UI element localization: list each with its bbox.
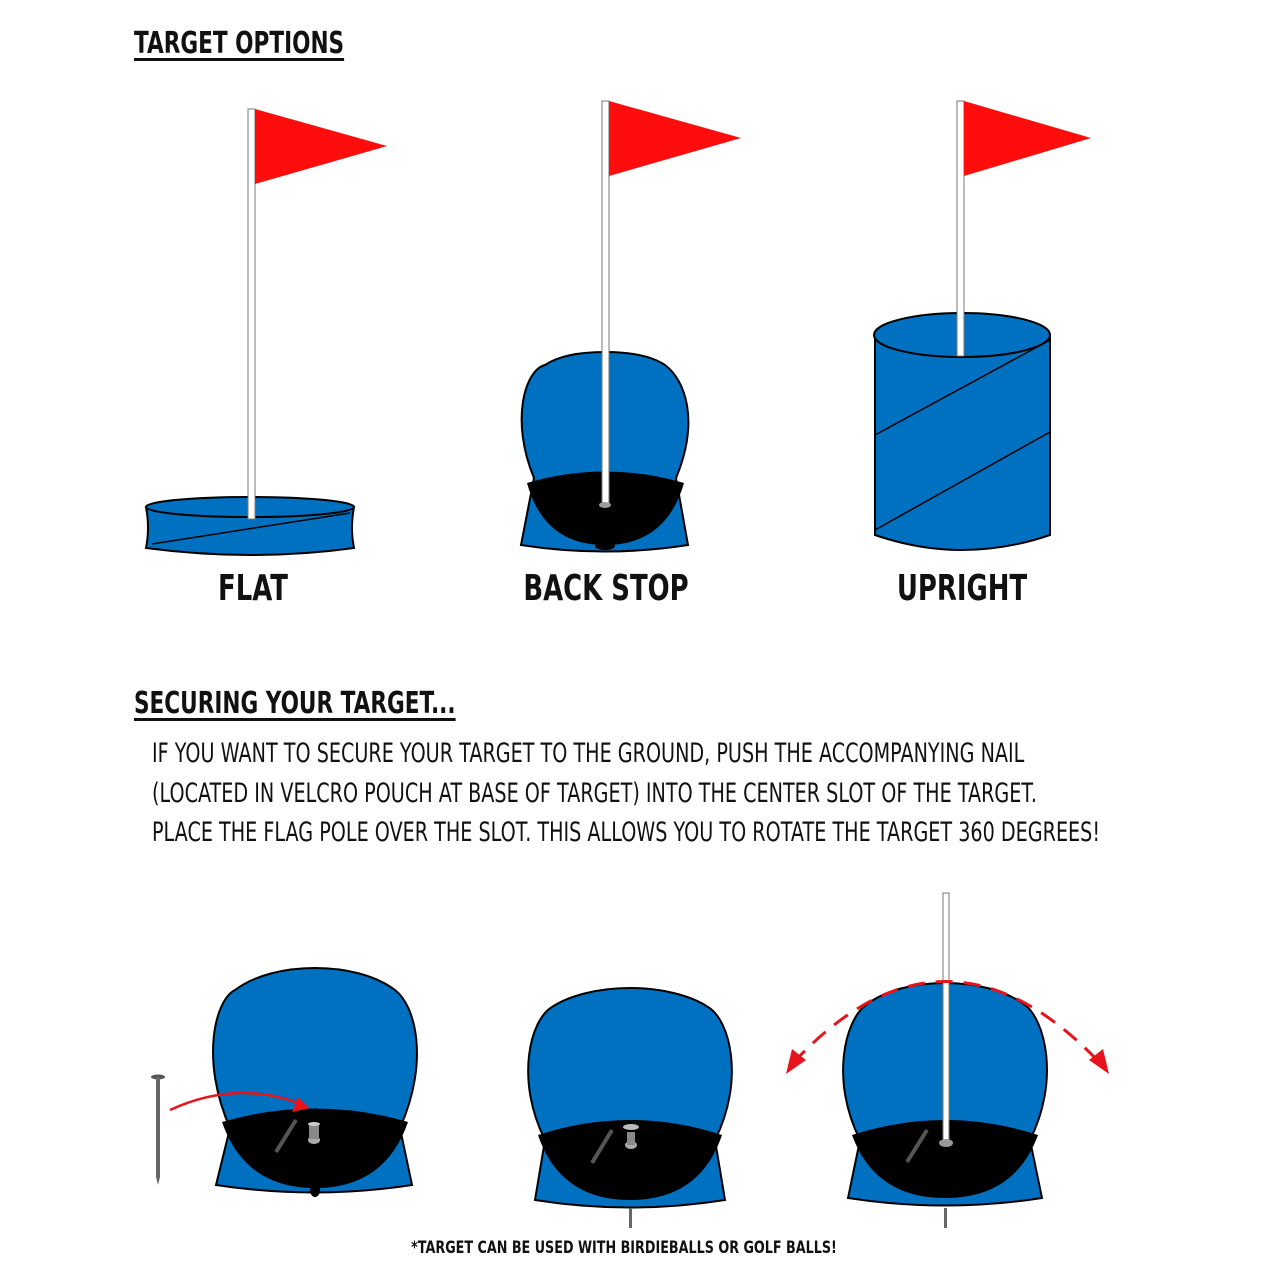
securing-instructions: IF YOU WANT TO SECURE YOUR TARGET TO THE GROUND, PUSH THE ACCOMPANYING NAIL (LOCATED IN VELCRO POUCH AT BASE OF TARGET) INTO THE CENTER SLOT OF THE TARGET. PLACE THE FLAG POLE OVER THE SLOT. THIS ALLOWS YOU TO ROTATE THE TARGET 360 DEGREES! [152, 738, 1101, 848]
backstop-flag-pole [602, 101, 609, 505]
flat-flag-pole [248, 109, 255, 519]
upright-flag-pole [957, 101, 964, 356]
flat-target-illustration [146, 109, 387, 555]
footnote: *TARGET CAN BE USED WITH BIRDIEBALLS OR GOLF BALLS! [411, 1238, 837, 1258]
flat-flag [255, 109, 387, 184]
back-stop-label: BACK STOP [523, 568, 689, 609]
backstop-flag [609, 101, 741, 176]
upright-flag [964, 101, 1091, 176]
securing-heading: SECURING YOUR TARGET... [134, 686, 456, 721]
upright-label: UPRIGHT [896, 568, 1028, 609]
upright-target-illustration [874, 101, 1091, 550]
backstop-target-illustration [521, 101, 741, 552]
flat-label: FLAT [218, 568, 288, 609]
step1-illustration [151, 968, 417, 1197]
step2-illustration [528, 988, 732, 1228]
target-options-heading: TARGET OPTIONS [134, 26, 345, 61]
step3-illustration [786, 893, 1109, 1228]
upright-cylinder [875, 335, 1050, 550]
nail [151, 1075, 165, 1186]
step3-flag-pole [943, 893, 949, 1143]
